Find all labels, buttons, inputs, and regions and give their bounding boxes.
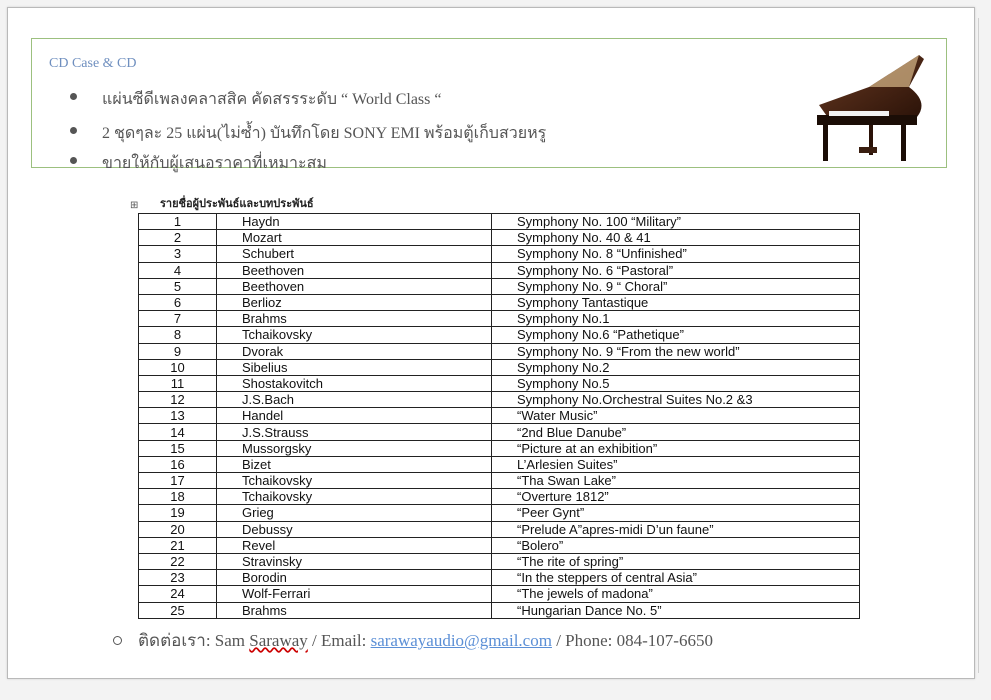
work-title: “Water Music”	[492, 408, 860, 424]
row-number: 19	[139, 505, 217, 521]
composer-name: Sibelius	[217, 359, 492, 375]
row-number: 6	[139, 294, 217, 310]
composer-name: Stravinsky	[217, 553, 492, 569]
table-row	[139, 343, 860, 359]
grand-piano-image	[809, 47, 934, 165]
row-number: 11	[139, 375, 217, 391]
bullet-circle-icon	[113, 636, 122, 645]
bullet-item	[102, 87, 441, 112]
composers-table	[138, 213, 860, 619]
work-title: Symphony No.Orchestral Suites No.2 &3	[492, 392, 860, 408]
row-number: 25	[139, 602, 217, 618]
work-title: Symphony No.5	[492, 375, 860, 391]
work-title: “Hungarian Dance No. 5”	[492, 602, 860, 618]
work-title: Symphony No. 40 & 41	[492, 230, 860, 246]
table-row	[139, 311, 860, 327]
table-row	[139, 553, 860, 569]
row-number: 22	[139, 553, 217, 569]
composer-name: Beethoven	[217, 278, 492, 294]
table-row	[139, 489, 860, 505]
composer-name: Mussorgsky	[217, 440, 492, 456]
table-row	[139, 586, 860, 602]
bullet-dot-icon	[70, 93, 77, 100]
work-title: “Bolero”	[492, 537, 860, 553]
composer-name: Beethoven	[217, 262, 492, 278]
work-title: Symphony No. 6 “Pastoral”	[492, 262, 860, 278]
table-row	[139, 392, 860, 408]
table-row	[139, 521, 860, 537]
row-number: 23	[139, 570, 217, 586]
composer-name: Grieg	[217, 505, 492, 521]
work-title: “The jewels of madona”	[492, 586, 860, 602]
composer-name: Bizet	[217, 456, 492, 472]
table-row	[139, 424, 860, 440]
table-row	[139, 214, 860, 230]
row-number: 10	[139, 359, 217, 375]
work-title: “Prelude A”apres-midi D’un faune”	[492, 521, 860, 537]
composer-name: Tchaikovsky	[217, 489, 492, 505]
table-row	[139, 294, 860, 310]
row-number: 9	[139, 343, 217, 359]
composer-name: J.S.Bach	[217, 392, 492, 408]
composer-name: Revel	[217, 537, 492, 553]
row-number: 24	[139, 586, 217, 602]
composer-name: Berlioz	[217, 294, 492, 310]
contact-name: Saraway	[249, 631, 308, 650]
work-title: Symphony No. 9 “From the new world”	[492, 343, 860, 359]
table-row	[139, 246, 860, 262]
table-row	[139, 278, 860, 294]
work-title: Symphony No.2	[492, 359, 860, 375]
row-number: 16	[139, 456, 217, 472]
row-number: 2	[139, 230, 217, 246]
composer-name: Mozart	[217, 230, 492, 246]
work-title: Symphony No. 9 “ Choral”	[492, 278, 860, 294]
work-title: “Tha Swan Lake”	[492, 473, 860, 489]
table-row	[139, 327, 860, 343]
table-row	[139, 570, 860, 586]
page-edge	[978, 18, 979, 673]
table-row	[139, 505, 860, 521]
table-row	[139, 230, 860, 246]
work-title: Symphony No.1	[492, 311, 860, 327]
bullet-dot-icon	[70, 127, 77, 134]
composer-name: Handel	[217, 408, 492, 424]
row-number: 7	[139, 311, 217, 327]
composer-name: Shostakovitch	[217, 375, 492, 391]
table-title: รายชื่อผู้ประพันธ์และบทประพันธ์	[160, 197, 314, 210]
row-number: 3	[139, 246, 217, 262]
row-number: 8	[139, 327, 217, 343]
work-title: Symphony No. 100 “Military”	[492, 214, 860, 230]
header-label: CD Case & CD	[49, 56, 137, 71]
table-row	[139, 440, 860, 456]
phone-text: / Phone: 084-107-6650	[551, 631, 713, 650]
contact-line	[113, 627, 713, 654]
table-row	[139, 375, 860, 391]
composer-name: J.S.Strauss	[217, 424, 492, 440]
composer-name: Dvorak	[217, 343, 492, 359]
table-row	[139, 537, 860, 553]
work-title: “Peer Gynt”	[492, 505, 860, 521]
table-row	[139, 262, 860, 278]
composer-name: Debussy	[217, 521, 492, 537]
work-title: L’Arlesien Suites”	[492, 456, 860, 472]
composer-name: Tchaikovsky	[217, 327, 492, 343]
composer-name: Schubert	[217, 246, 492, 262]
bullet-text: ขายให้กับผู้เสนอราคาที่เหมาะสม	[102, 155, 327, 172]
bullet-dot-icon	[70, 157, 77, 164]
work-title: “2nd Blue Danube”	[492, 424, 860, 440]
header-box	[31, 38, 947, 172]
bullet-text: 2 ชุดๆละ 25 แผ่น(ไม่ซ้ำ) บันทึกโดย SONY EMI พร้อมตู้เก็บสวยหรู	[102, 125, 547, 142]
table-row	[139, 408, 860, 424]
email-link[interactable]: sarawayaudio@gmail.com	[370, 631, 552, 650]
row-number: 4	[139, 262, 217, 278]
bullet-item	[102, 151, 327, 176]
composer-name: Borodin	[217, 570, 492, 586]
bullet-item	[102, 121, 546, 146]
work-title: Symphony No. 8 “Unfinished”	[492, 246, 860, 262]
work-title: “Picture at an exhibition”	[492, 440, 860, 456]
row-number: 18	[139, 489, 217, 505]
table-row	[139, 359, 860, 375]
row-number: 21	[139, 537, 217, 553]
work-title: “In the steppers of central Asia”	[492, 570, 860, 586]
composer-name: Haydn	[217, 214, 492, 230]
contact-prefix: ติดต่อเรา: Sam	[138, 631, 250, 650]
composer-name: Brahms	[217, 602, 492, 618]
work-title: “The rite of spring”	[492, 553, 860, 569]
row-number: 5	[139, 278, 217, 294]
row-number: 13	[139, 408, 217, 424]
composer-name: Tchaikovsky	[217, 473, 492, 489]
composer-name: Brahms	[217, 311, 492, 327]
row-number: 1	[139, 214, 217, 230]
email-label: / Email:	[307, 631, 371, 650]
row-number: 12	[139, 392, 217, 408]
row-number: 14	[139, 424, 217, 440]
row-number: 17	[139, 473, 217, 489]
table-row	[139, 456, 860, 472]
row-number: 20	[139, 521, 217, 537]
paragraph-anchor-icon[interactable]: ⊞	[130, 200, 139, 211]
bullet-text: แผ่นซีดีเพลงคลาสสิค คัดสรรระดับ “ World Class “	[102, 91, 442, 108]
work-title: Symphony Tantastique	[492, 294, 860, 310]
work-title: Symphony No.6 “Pathetique”	[492, 327, 860, 343]
table-row	[139, 602, 860, 618]
composer-name: Wolf-Ferrari	[217, 586, 492, 602]
table-row	[139, 473, 860, 489]
work-title: “Overture 1812”	[492, 489, 860, 505]
row-number: 15	[139, 440, 217, 456]
